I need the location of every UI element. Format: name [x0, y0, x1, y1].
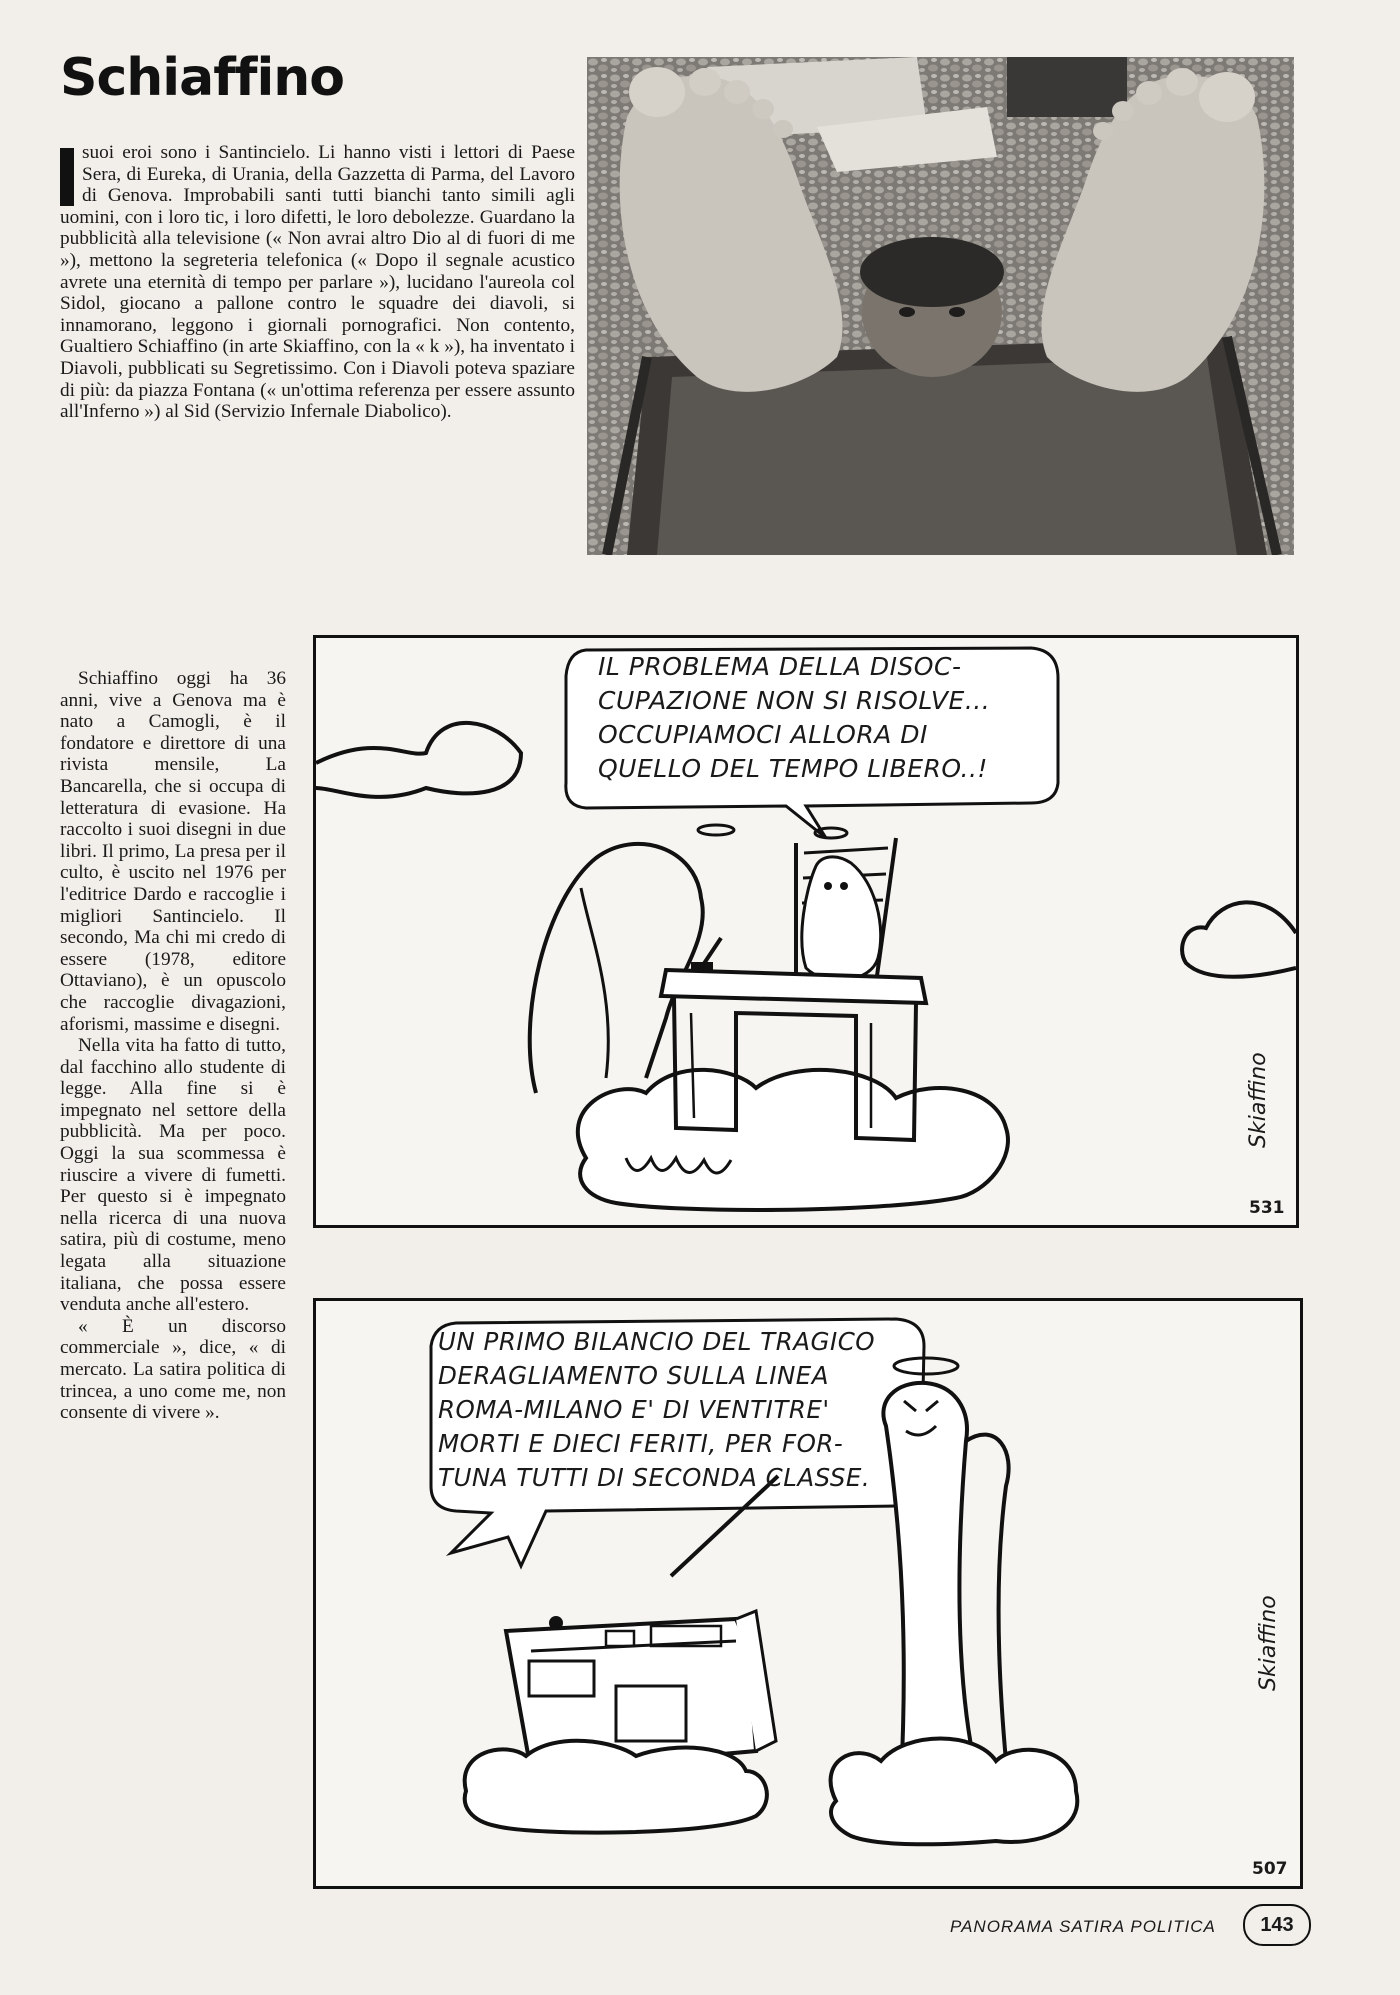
bubble-line: MORTI E DIECI FERITI, PER FOR- — [438, 1429, 844, 1458]
cartoon-507-bubble — [438, 1325, 928, 1495]
cartoon-panel-507 — [313, 1298, 1303, 1889]
cartoon-507-number: 507 — [1252, 1859, 1288, 1879]
bubble-line: UN PRIMO BILANCIO DEL TRAGICO — [438, 1327, 876, 1356]
bubble-line: IL PROBLEMA DELLA DISOC- — [598, 652, 962, 681]
paragraph-3: Nella vita ha fatto di tutto, dal facchino allo studente di legge. Alla fine si è impegnato nel settore della pubblicità. Ma per poco. Oggi la sua scommessa è riuscire a vivere di fumetti. Per questo si è impegnato nella ricerca di una nuova satira, più di costume, meno legata alla situazione italiana, che possa essere venduta anche all'estero. — [60, 1035, 286, 1316]
cartoon-531-signature: Skiaffino — [1246, 1052, 1271, 1148]
bubble-line: DERAGLIAMENTO SULLA LINEA — [438, 1361, 830, 1390]
photo-illustration — [587, 57, 1294, 555]
bubble-line: CUPAZIONE NON SI RISOLVE... — [598, 686, 991, 715]
article-title: Schiaffino — [60, 48, 345, 108]
paragraph-2: Schiaffino oggi ha 36 anni, vive a Genova ma è nato a Camogli, è il fondatore e direttore di una rivista mensile, La Bancarella, che si occupa di letteratura di evasione. Ha raccolto i suoi disegni in due libri. Il primo, La presa per il culto, è uscito nel 1976 per l'editrice Dardo e raccoglie i migliori Santincielo. Il secondo, Ma chi mi credo di essere (1978, editore Ottaviano), è un opuscolo che raccoglie divagazioni, aforismi, massime e disegni. — [60, 668, 286, 1035]
cartoon-507-signature: Skiaffino — [1256, 1595, 1281, 1691]
bubble-line: OCCUPIAMOCI ALLORA DI — [598, 720, 928, 749]
article-body — [60, 142, 575, 423]
author-photo — [587, 57, 1294, 555]
article-column — [60, 668, 286, 1424]
cartoon-531-bubble — [598, 650, 1058, 786]
dropcap-i — [60, 148, 74, 206]
cartoon-panel-531 — [313, 635, 1299, 1228]
paragraph-4: « È un discorso commerciale », dice, « di mercato. La satira politica di trincea, a uno come me, non consente di vivere ». — [60, 1315, 286, 1424]
bubble-line: TUNA TUTTI DI SECONDA CLASSE. — [438, 1463, 871, 1492]
bubble-line: ROMA-MILANO E' DI VENTITRE' — [438, 1395, 830, 1424]
lead-paragraph: suoi eroi sono i Santincielo. Li hanno visti i lettori di Paese Sera, di Eureka, di Urania, della Gazzetta di Parma, del Lavoro di Genova. Improbabili santi tutti bianchi tanto simili agli uomini, con i loro tic, i loro difetti, le loro debolezze. Guardano la pubblicità alla televisione (« Non avrai altro Dio al di fuori di me »), mettono la segreteria telefonica (« Dopo il segnale acustico avrete una eternità di tempo per parlare »), lucidano l'aureola col Sidol, giocano a pallone contro le squadre dei diavoli, si innamorano, leggono i giornali pornografici. Non contento, Gualtiero Schiaffino (in arte Skiaffino, con la « k »), ha inventato i Diavoli, pubblicati su Segretissimo. Con i Diavoli poteva spaziare di più: da piazza Fontana (« un'ottima referenza per essere assunto all'Inferno ») al Sid (Servizio Infernale Diabolico). — [60, 142, 575, 423]
page-number: 143 — [1243, 1904, 1311, 1946]
bubble-line: QUELLO DEL TEMPO LIBERO..! — [598, 754, 988, 783]
cartoon-531-number: 531 — [1249, 1198, 1285, 1218]
magazine-name: PANORAMA SATIRA POLITICA — [950, 1917, 1216, 1936]
